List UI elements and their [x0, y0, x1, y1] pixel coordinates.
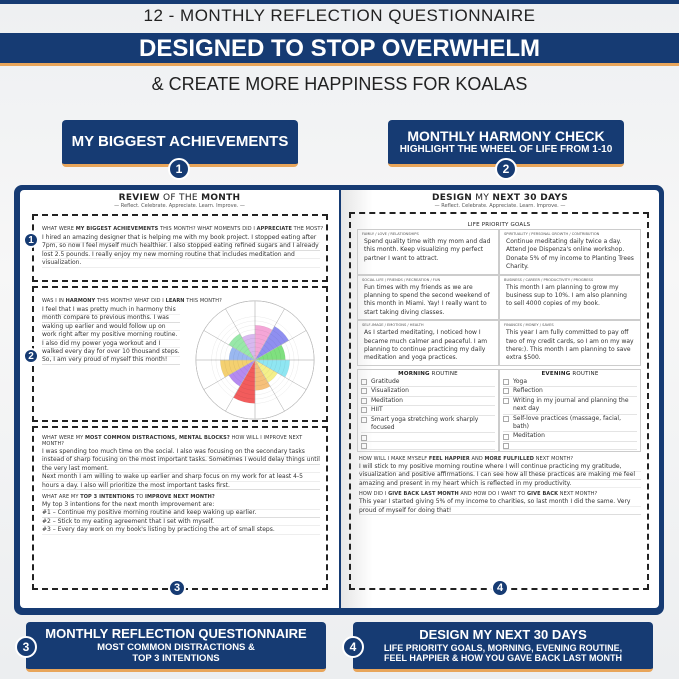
right-page-subtitle: — Reflect. Celebrate. Appreciate. Learn. Improve. — — [434, 203, 566, 209]
routine-item-label: Writing in my journal and planning the next day — [513, 396, 629, 413]
number-badge-3-inline: 3 — [168, 579, 186, 597]
answer-intentions[interactable]: My top 3 intentions for the next month improvement are: #1 – Continue my positive morning routine and keep waking up earlier. #2 – Stick to my eating agreement that I set with myself. #3 – Every day work on my book's listing by practicing the art of small steps. — [42, 501, 320, 535]
checkbox[interactable] — [361, 398, 367, 404]
morning-routine-item[interactable] — [361, 433, 495, 441]
callout-title: MONTHLY REFLECTION QUESTIONNAIRE — [45, 626, 307, 642]
checkbox[interactable] — [361, 417, 367, 423]
goal-text: This year I am fully committed to pay off two of my credit cards, so I am on my way there:). This month I am planning to save extra $500. — [506, 329, 634, 362]
routine-item-label: Visualization — [371, 387, 409, 395]
morning-routine-item[interactable] — [361, 378, 495, 387]
answer-harmony[interactable]: I feel that I was pretty much in harmony this month compare to previous months. I was waking up earlier and would follow up on work right after my positive morning routine. I also did my power yoga workout and I walked every day for over 10 thousand steps. So, I am very proud of myself this month! — [42, 306, 180, 364]
callout-subtitle-2: TOP 3 INTENTIONS — [132, 653, 220, 665]
callout-subtitle: MOST COMMON DISTRACTIONS & — [97, 641, 255, 653]
evening-routine-item[interactable] — [503, 378, 637, 387]
section-harmony — [32, 286, 328, 422]
question-happier: HOW WILL I MAKE MYSELF FEEL HAPPIER AND MORE FULFILLED NEXT MONTH? — [359, 455, 574, 462]
evening-routine-item[interactable] — [503, 442, 637, 450]
question-achievements: WHAT WERE MY BIGGEST ACHIEVEMENTS THIS MONTH? WHAT MOMENTS DID I APPRECIATE THE MOST? — [42, 226, 324, 232]
question-intentions: WHAT ARE MY TOP 3 INTENTIONS TO IMPROVE NEXT MONTH? — [42, 494, 215, 501]
goal-category: SOCIAL LIFE / FRIENDS / RECREATION / FUN — [362, 277, 441, 282]
callout-title: MONTHLY HARMONY CHECK — [407, 127, 605, 144]
life-goal-cell[interactable] — [357, 229, 499, 275]
number-badge-2-inline: 2 — [23, 348, 39, 364]
morning-routine-item[interactable] — [361, 397, 495, 406]
morning-routine-item[interactable] — [361, 442, 495, 450]
routine-item-label: Reflection — [513, 387, 543, 395]
life-goal-cell[interactable] — [499, 229, 641, 275]
callout-subtitle-2: FEEL HAPPIER & HOW YOU GAVE BACK LAST MONTH — [383, 653, 622, 664]
goal-category: SPIRITUALITY / PERSONAL GROWTH / CONTRIBUTION — [504, 232, 600, 236]
section-next-30-days — [349, 212, 649, 590]
routines — [357, 369, 641, 452]
number-badge-2: 2 — [495, 158, 517, 180]
answer-happier[interactable]: I will stick to my positive morning routine where I will continue practicing my gratitude, visualization and positive affirmations. I can see how all these practices are making me feel amazing and present in my heart which is reflected in my productivity. — [359, 463, 641, 488]
checkbox[interactable] — [503, 388, 509, 394]
checkbox[interactable] — [361, 443, 367, 449]
checkbox[interactable] — [503, 416, 509, 422]
routine-item-label: Smart yoga stretching work sharply focused — [371, 415, 479, 431]
headline-banner: DESIGNED TO STOP OVERWHELM — [0, 33, 679, 66]
callout-title: DESIGN MY NEXT 30 DAYS — [419, 626, 587, 642]
evening-routine-item[interactable] — [503, 387, 637, 396]
right-page-title: DESIGN MY NEXT 30 DAYS — [431, 193, 569, 203]
routine-item-label: HIIT — [371, 406, 383, 414]
left-page-subtitle: — Reflect. Celebrate. Appreciate. Learn. Improve. — — [114, 203, 245, 209]
number-badge-1-inline: 1 — [23, 232, 39, 248]
answer-distractions[interactable]: I was spending too much time on the social. I also was focusing on the secondary tasks instead of sharp focusing on the most important tasks. Sometimes I would delay things until the very last moment. — [42, 448, 320, 472]
routine-item-label: Gratitude — [371, 377, 400, 385]
section-distractions — [32, 426, 328, 590]
goal-text: This month I am planning to grow my business sup to 10%. I am also planning to sell 4000 copies of my book. — [506, 283, 627, 308]
routine-item-label: Yoga — [513, 377, 528, 385]
section-achievements — [32, 214, 328, 282]
goal-text: Spend quality time with my mom and dad this month. Keep visualizing my perfect partner I want to attract. — [364, 238, 491, 262]
checkbox[interactable] — [361, 379, 367, 385]
wheel-of-life[interactable] — [186, 298, 324, 422]
answer-give-back[interactable]: This year I started giving 5% of my income to charities, so last month I did the same. Very proud of myself for doing that! — [359, 498, 641, 515]
routine-item-label: Meditation — [513, 432, 545, 440]
question-distractions: WHAT WERE MY MOST COMMON DISTRACTIONS, MENTAL BLOCKS? HOW WILL I IMPROVE NEXT MONTH? — [42, 435, 303, 447]
number-badge-3: 3 — [15, 636, 37, 658]
goal-category: BUSINESS / CAREER / PRODUCTIVITY / PROGRESS — [504, 277, 594, 282]
evening-routine-item[interactable] — [503, 432, 637, 441]
life-goal-cell[interactable] — [499, 275, 641, 321]
goal-text: Fun times with my friends as we are planning to spend the second weekend of this month in Miami. Yay! I really want to start taking diving classes. — [364, 283, 490, 316]
goal-text: As I started meditating, I noticed how I became much calmer and peaceful. I am planning to continue practicing my daily meditation and yoga practices. — [364, 329, 488, 362]
number-badge-4: 4 — [342, 636, 364, 658]
number-badge-4-inline: 4 — [491, 579, 509, 597]
goal-text: Continue meditating daily twice a day. Attend Joe Dispenza's online workshop. Donate 5% of my income to Planting Trees Charity. — [506, 238, 634, 271]
checkbox[interactable] — [361, 407, 367, 413]
life-goal-cell[interactable] — [357, 275, 499, 321]
life-goal-cell[interactable] — [499, 320, 641, 366]
checkbox[interactable] — [361, 435, 367, 441]
evening-routine-item[interactable] — [503, 415, 637, 433]
callout-title: MY BIGGEST ACHIEVEMENTS — [71, 133, 289, 150]
goal-category: FAMILY / LOVE / RELATIONSHIPS — [362, 232, 419, 236]
answer-achievements[interactable]: I hired an amazing designer that is helping me with my book project. I stopped eating after 7pm, so now I feel myself much healthier. I also stopped eating refined sugars and I already lost 2.5 pounds. I really enjoy my new morning routine that includes meditation and visualization. — [42, 234, 319, 267]
routine-item-label: Meditation — [371, 396, 403, 404]
life-goal-cell[interactable] — [357, 320, 499, 366]
goal-category: SELF-IMAGE / EMOTIONS / HEALTH — [362, 323, 424, 328]
callout-questionnaire — [26, 622, 326, 672]
checkbox[interactable] — [503, 379, 509, 385]
header-line1: 12 - MONTHLY REFLECTION QUESTIONNAIRE — [143, 6, 536, 25]
question-give-back: HOW DID I GIVE BACK LAST MONTH AND HOW DO I WANT TO GIVE BACK NEXT MONTH? — [359, 491, 598, 498]
checkbox[interactable] — [503, 398, 509, 404]
morning-routine-item[interactable] — [361, 406, 495, 415]
header-subline: & CREATE MORE HAPPINESS FOR KOALAS — [151, 74, 528, 94]
evening-routine — [499, 369, 641, 452]
callout-subtitle: HIGHLIGHT THE WHEEL OF LIFE FROM 1-10 — [399, 144, 613, 156]
top-stripe — [0, 0, 679, 4]
life-goals-title: LIFE PRIORITY GOALS — [467, 222, 531, 228]
morning-routine-title: MORNING ROUTINE — [398, 370, 458, 377]
morning-routine-item[interactable] — [361, 387, 495, 396]
morning-routine — [357, 369, 499, 452]
answer-improvement[interactable]: Next month I am willing to wake up earlier and sharp focus on my work for at least 4-5 hours a day. I also will prioritize the most important tasks first. — [42, 473, 320, 490]
life-goals-grid — [357, 229, 641, 366]
callout-design-30-days — [353, 622, 653, 672]
evening-routine-title: EVENING ROUTINE — [541, 370, 599, 377]
evening-routine-item[interactable] — [503, 397, 637, 415]
number-badge-1: 1 — [168, 158, 190, 180]
right-page — [341, 190, 659, 608]
left-page — [20, 190, 339, 608]
callout-subtitle: LIFE PRIORITY GOALS, MORNING, EVENING ROUTINE, — [383, 642, 623, 653]
routine-item-label: Self-love practices (massage, facial, bath) — [513, 414, 622, 430]
left-page-title: REVIEW OF THE MONTH — [118, 193, 241, 203]
morning-routine-item[interactable] — [361, 416, 495, 434]
question-harmony: WAS I IN HARMONY THIS MONTH? WHAT DID I LEARN THIS MONTH? — [42, 298, 222, 304]
checkbox[interactable] — [503, 434, 509, 440]
goal-category: FINANCES / MONEY / SAVES — [504, 323, 554, 328]
checkbox[interactable] — [503, 443, 509, 449]
checkbox[interactable] — [361, 388, 367, 394]
